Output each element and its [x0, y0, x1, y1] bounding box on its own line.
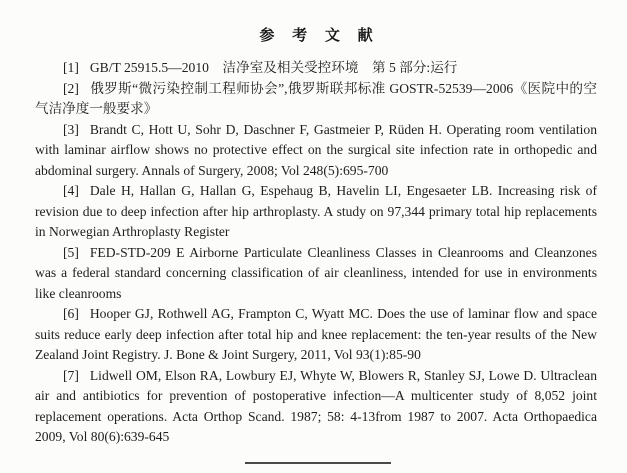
reference-label: [3]: [63, 121, 79, 137]
reference-list: [35, 58, 597, 448]
reference-text: Brandt C, Hott U, Sohr D, Daschner F, Gastmeier P, Rüden H. Operating room ventilation with laminar airflow shows no protective effect on the surgical site infection rate in orthopedic and abdominal surgery. Annals of Surgery, 2008; Vol 248(5):695-700: [35, 121, 597, 178]
reference-text: FED-STD-209 E Airborne Particulate Cleanliness Classes in Cleanrooms and Cleanzones was a federal standard concerning classification of air cleanliness, intended for use in environments like cleanrooms: [35, 244, 597, 301]
reference-label: [1]: [63, 60, 79, 75]
reference-text: 俄罗斯“微污染控制工程师协会”,俄罗斯联邦标准 GOSTR-52539—2006《医院中的空气洁净度一般要求》: [35, 80, 597, 116]
reference-label: [2]: [63, 80, 79, 96]
reference-item-3: [35, 120, 597, 182]
reference-item-4: [35, 181, 597, 243]
reference-label: [6]: [63, 306, 79, 321]
reference-item-6: [35, 304, 597, 366]
reference-item-7: [35, 366, 597, 448]
footnote-divider: [245, 462, 391, 464]
page-title: 参 考 文 献: [259, 28, 380, 44]
reference-text: Dale H, Hallan G, Hallan G, Espehaug B, Havelin LI, Engesaeter LB. Increasing risk of revision due to deep infection after hip arthroplasty. A study on 97,344 primary total hip replacements in Norwegian Arthroplasty Register: [35, 183, 597, 239]
reference-label: [4]: [63, 183, 79, 198]
reference-text: GB/T 25915.5—2010 洁净室及相关受控环境 第 5 部分:运行: [89, 60, 458, 75]
reference-item-1: [35, 58, 597, 79]
reference-text: Lidwell OM, Elson RA, Lowbury EJ, Whyte W, Blowers R, Stanley SJ, Lowe D. Ultraclean air and antibiotics for prevention of postoperative infection—A multicenter study of 8,052 joint replacement operations. Acta Orthop Scand. 1987; 58: 4-13from 1987 to 2007. Acta Orthopaedica 2009, Vol 80(6):639-645: [35, 367, 597, 444]
reference-item-5: [35, 243, 597, 305]
reference-label: [5]: [63, 244, 79, 260]
reference-label: [7]: [63, 367, 79, 383]
reference-item-2: [35, 79, 597, 120]
reference-text: Hooper GJ, Rothwell AG, Frampton C, Wyatt MC. Does the use of laminar flow and space suits reduce early deep infection after total hip and knee replacement: the ten-year results of the New Zealand Joint Registry. J. Bone & Joint Surgery, 2011, Vol 93(1):85-90: [35, 306, 597, 362]
